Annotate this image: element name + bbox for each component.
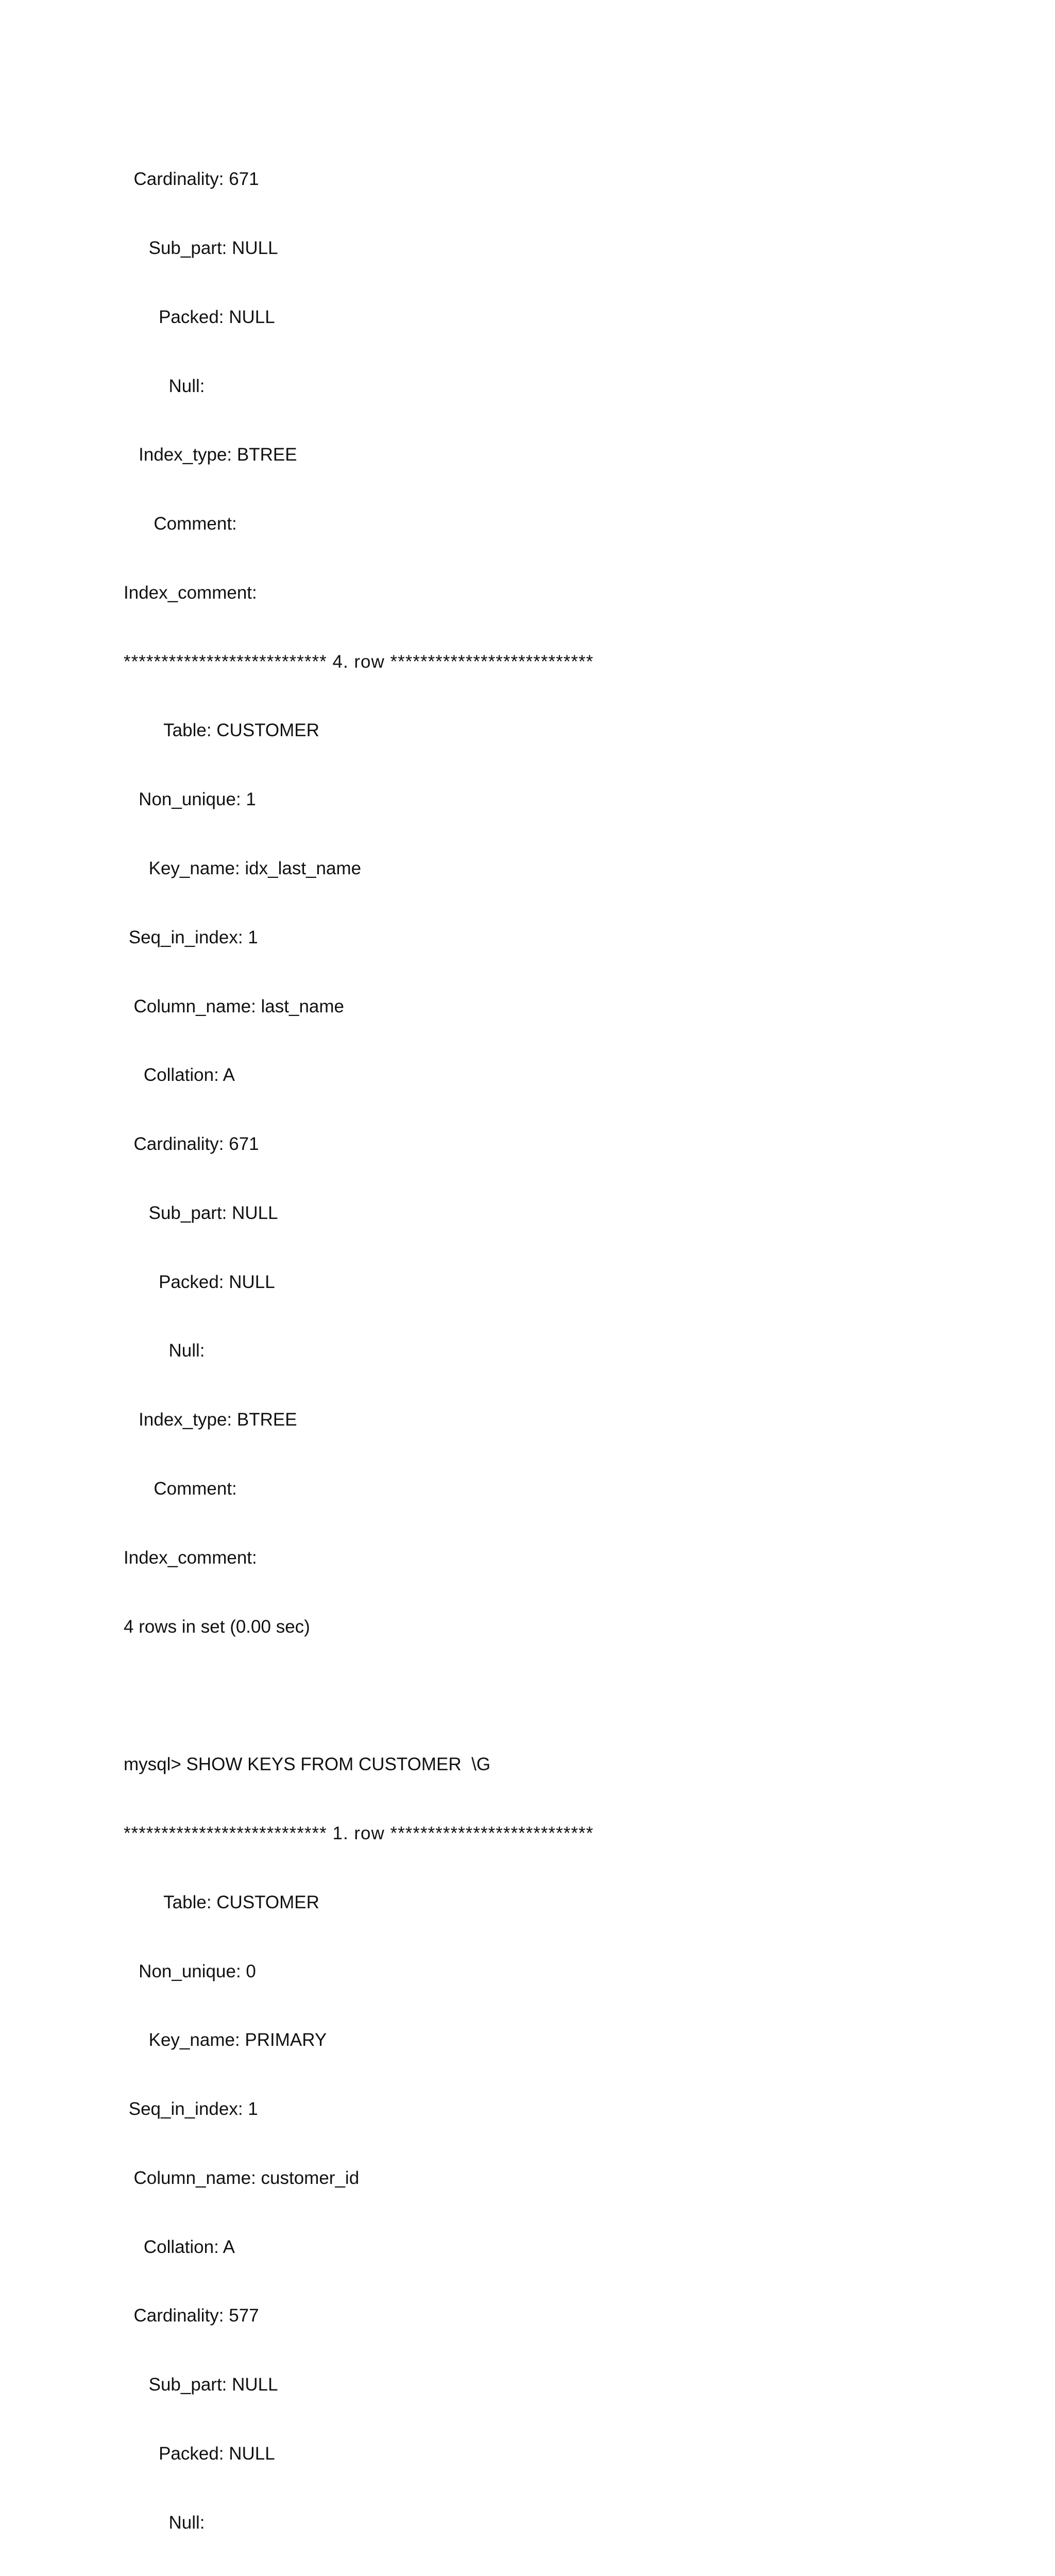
output-line: Non_unique: 0 <box>124 1961 256 1981</box>
row-separator: *************************** 1. row *************************** <box>124 1823 594 1843</box>
output-line: Null: <box>124 376 205 396</box>
output-line: Seq_in_index: 1 <box>124 2099 258 2120</box>
output-line: Seq_in_index: 1 <box>124 927 258 947</box>
output-line: Packed: NULL <box>124 2443 275 2464</box>
output-line: Packed: NULL <box>124 307 275 327</box>
output-line: Cardinality: 577 <box>124 2306 259 2326</box>
output-line: Non_unique: 1 <box>124 789 256 810</box>
output-line: Table: CUSTOMER <box>124 1892 319 1912</box>
output-line: Sub_part: NULL <box>124 1202 278 1223</box>
output-line: Packed: NULL <box>124 1272 275 1292</box>
output-line: Null: <box>124 1341 205 1361</box>
blank-line <box>124 1684 593 1707</box>
mysql-output <box>124 122 593 2576</box>
output-line: Collation: A <box>124 1065 235 1086</box>
output-line: Index_comment: <box>124 1547 257 1568</box>
output-line: Cardinality: 671 <box>124 1134 259 1155</box>
output-line: Column_name: last_name <box>124 996 344 1016</box>
output-line: Sub_part: NULL <box>124 2375 278 2395</box>
row-separator: *************************** 4. row *************************** <box>124 651 594 672</box>
mysql-command: mysql> SHOW KEYS FROM CUSTOMER \G <box>124 1754 491 1775</box>
output-line: Index_type: BTREE <box>124 445 297 465</box>
output-line: Index_type: BTREE <box>124 1410 297 1430</box>
output-line: Sub_part: NULL <box>124 238 278 258</box>
output-line: Column_name: customer_id <box>124 2167 360 2188</box>
output-line: Comment: <box>124 1479 237 1499</box>
result-summary: 4 rows in set (0.00 sec) <box>124 1616 310 1637</box>
output-line: Comment: <box>124 514 237 534</box>
output-line: Index_comment: <box>124 582 257 603</box>
output-line: Key_name: PRIMARY <box>124 2030 327 2050</box>
output-line: Key_name: idx_last_name <box>124 858 362 878</box>
output-line: Collation: A <box>124 2236 235 2257</box>
output-line: Null: <box>124 2512 205 2533</box>
output-line: Cardinality: 671 <box>124 169 259 190</box>
output-line: Table: CUSTOMER <box>124 720 319 741</box>
